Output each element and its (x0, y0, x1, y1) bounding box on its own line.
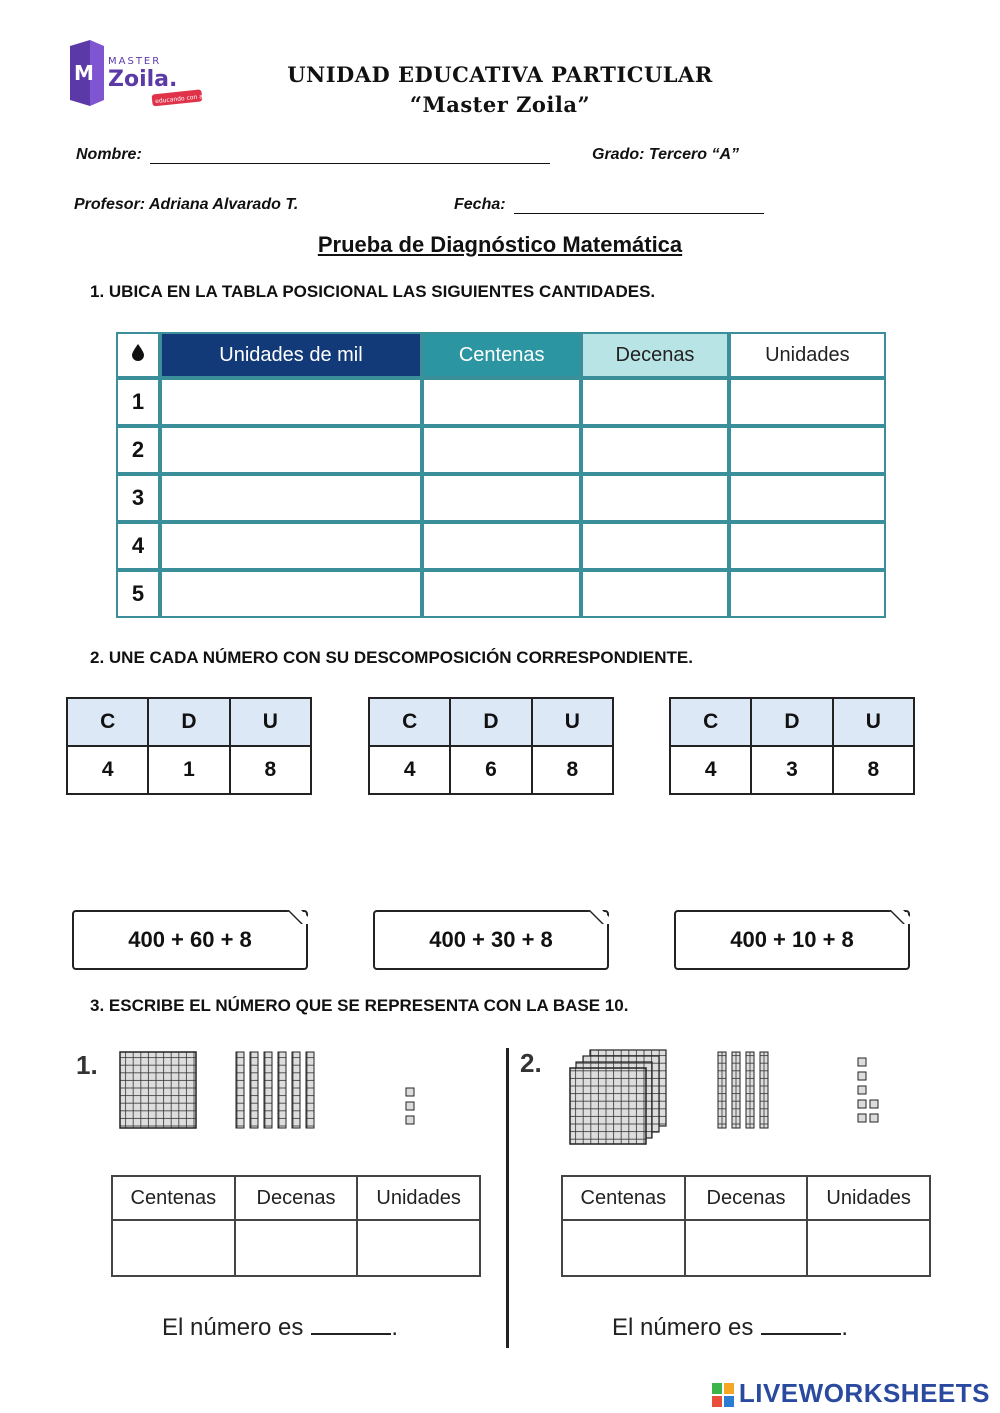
value-d: 3 (751, 746, 832, 794)
answer-cell[interactable] (357, 1220, 480, 1276)
header-c: C (67, 698, 148, 746)
answer-cell[interactable] (729, 474, 886, 522)
answer-cell[interactable] (581, 378, 728, 426)
answer-cell[interactable] (422, 522, 581, 570)
unit-cube (406, 1088, 414, 1096)
row-number: 5 (116, 570, 160, 618)
liveworksheets-brand (711, 1378, 990, 1409)
ten-rod (718, 1052, 726, 1128)
header-centenas: Centenas (112, 1176, 235, 1220)
unit-cube (858, 1058, 866, 1066)
school-line-1: UNIDAD EDUCATIVA PARTICULAR (287, 62, 713, 87)
unit-cube (858, 1072, 866, 1080)
header-unidades: Unidades (807, 1176, 930, 1220)
col-decenas: Decenas (581, 332, 728, 378)
ten-rod (732, 1052, 740, 1128)
base10-blocks-1 (118, 1050, 438, 1130)
table-row (116, 426, 886, 474)
answer-cell[interactable] (581, 474, 728, 522)
col-unidades-de-mil: Unidades de mil (160, 332, 422, 378)
ten-rod (236, 1052, 244, 1128)
school-line-2: “Master Zoila” (409, 92, 591, 117)
positional-table-header (116, 332, 886, 378)
example-2-number: 2. (520, 1048, 542, 1078)
decomposition-text: 400 + 60 + 8 (128, 927, 252, 952)
header-c: C (369, 698, 450, 746)
page-title: Prueba de Diagnóstico Matemática (317, 232, 683, 257)
answer-text: El número es (612, 1314, 754, 1341)
question-1-label: 1. UBICA EN LA TABLA POSICIONAL LAS SIGUIENTES CANTIDADES. (90, 282, 656, 301)
decomposition-box-2[interactable] (373, 910, 609, 970)
header-decenas: Decenas (235, 1176, 358, 1220)
header-centenas: Centenas (562, 1176, 685, 1220)
positional-table (116, 332, 886, 618)
example-1-number: 1. (76, 1050, 98, 1080)
answer-cell[interactable] (160, 522, 422, 570)
hundred-flat (570, 1068, 646, 1144)
row-number: 1 (116, 378, 160, 426)
school-name (220, 60, 780, 120)
answer-cell[interactable] (160, 426, 422, 474)
answer-cell[interactable] (422, 378, 581, 426)
fecha-line[interactable] (514, 213, 764, 214)
decomposition-text: 400 + 10 + 8 (730, 927, 854, 952)
unit-cube (406, 1116, 414, 1124)
nombre-line[interactable] (150, 163, 550, 164)
answer-cell[interactable] (112, 1220, 235, 1276)
row-number: 4 (116, 522, 160, 570)
row-number: 2 (116, 426, 160, 474)
base10-blocks-2 (568, 1048, 898, 1148)
liveworksheets-icon (711, 1382, 735, 1408)
unit-cube (406, 1102, 414, 1110)
cdu-table-1[interactable] (66, 697, 312, 795)
answer-line-2[interactable]: El número es . (612, 1314, 849, 1341)
question-2-label: 2. UNE CADA NÚMERO CON SU DESCOMPOSICIÓN CORRESPONDIENTE. (90, 648, 693, 667)
svg-text:M: M (74, 61, 94, 85)
decomposition-text: 400 + 30 + 8 (429, 927, 553, 952)
value-u: 8 (833, 746, 914, 794)
answer-cell[interactable] (422, 426, 581, 474)
answer-cell[interactable] (581, 570, 728, 618)
table-row (116, 522, 886, 570)
table-row (116, 570, 886, 618)
answer-cell[interactable] (729, 426, 886, 474)
nombre-label: Nombre: (76, 146, 142, 163)
value-d: 1 (148, 746, 229, 794)
answer-cell[interactable] (729, 570, 886, 618)
hundred-flat (120, 1052, 196, 1128)
liveworksheets-text: LIVEWORKSHEETS (738, 1378, 990, 1408)
header-d: D (148, 698, 229, 746)
decomposition-box-1[interactable] (72, 910, 308, 970)
base10-table-1 (111, 1175, 481, 1277)
answer-cell[interactable] (729, 522, 886, 570)
value-c: 4 (369, 746, 450, 794)
header-d: D (450, 698, 531, 746)
header-u: U (230, 698, 311, 746)
answer-text: El número es (162, 1314, 304, 1341)
answer-cell[interactable] (160, 474, 422, 522)
answer-cell[interactable] (729, 378, 886, 426)
profesor-label: Profesor: Adriana Alvarado T. (74, 196, 299, 213)
answer-cell[interactable] (422, 474, 581, 522)
answer-cell[interactable] (422, 570, 581, 618)
header-c: C (670, 698, 751, 746)
answer-line-1[interactable]: El número es . (162, 1314, 399, 1341)
decomposition-box-3[interactable] (674, 910, 910, 970)
table-row (116, 378, 886, 426)
fecha-field[interactable] (454, 196, 764, 214)
answer-cell[interactable] (581, 426, 728, 474)
answer-cell[interactable] (807, 1220, 930, 1276)
unit-cube (870, 1114, 878, 1122)
base10-table-2 (561, 1175, 931, 1277)
answer-cell[interactable] (160, 378, 422, 426)
header-u: U (532, 698, 613, 746)
ten-rod (760, 1052, 768, 1128)
grado-label: Grado: Tercero “A” (592, 146, 739, 163)
value-c: 4 (67, 746, 148, 794)
value-d: 6 (450, 746, 531, 794)
answer-cell[interactable] (562, 1220, 685, 1276)
ten-rod (306, 1052, 314, 1128)
header-u: U (833, 698, 914, 746)
answer-cell[interactable] (235, 1220, 358, 1276)
question-3-label: 3. ESCRIBE EL NÚMERO QUE SE REPRESENTA CON LA BASE 10. (90, 996, 629, 1015)
logo-master-text: MASTER (108, 56, 162, 67)
logo-zoila-text: Zoila. (108, 67, 178, 92)
school-logo (68, 40, 216, 112)
header-decenas: Decenas (685, 1176, 808, 1220)
row-number: 3 (116, 474, 160, 522)
value-u: 8 (230, 746, 311, 794)
ten-rod (278, 1052, 286, 1128)
col-centenas: Centenas (422, 332, 581, 378)
answer-cell[interactable] (581, 522, 728, 570)
drop-icon (116, 332, 160, 378)
header-d: D (751, 698, 832, 746)
ten-rod (250, 1052, 258, 1128)
unit-cube (858, 1086, 866, 1094)
table-row (116, 474, 886, 522)
value-c: 4 (670, 746, 751, 794)
unit-cube (870, 1100, 878, 1108)
answer-cell[interactable] (685, 1220, 808, 1276)
value-u: 8 (532, 746, 613, 794)
ten-rod (292, 1052, 300, 1128)
col-unidades: Unidades (729, 332, 886, 378)
answer-cell[interactable] (160, 570, 422, 618)
fecha-label: Fecha: (454, 196, 506, 213)
ten-rod (264, 1052, 272, 1128)
header-unidades: Unidades (357, 1176, 480, 1220)
unit-cube (858, 1114, 866, 1122)
unit-cube (858, 1100, 866, 1108)
cdu-table-2[interactable] (368, 697, 614, 795)
logo-tagline: educando con amor (154, 91, 216, 106)
column-divider (506, 1048, 509, 1348)
cdu-table-3[interactable] (669, 697, 915, 795)
ten-rod (746, 1052, 754, 1128)
nombre-field[interactable] (76, 146, 550, 164)
